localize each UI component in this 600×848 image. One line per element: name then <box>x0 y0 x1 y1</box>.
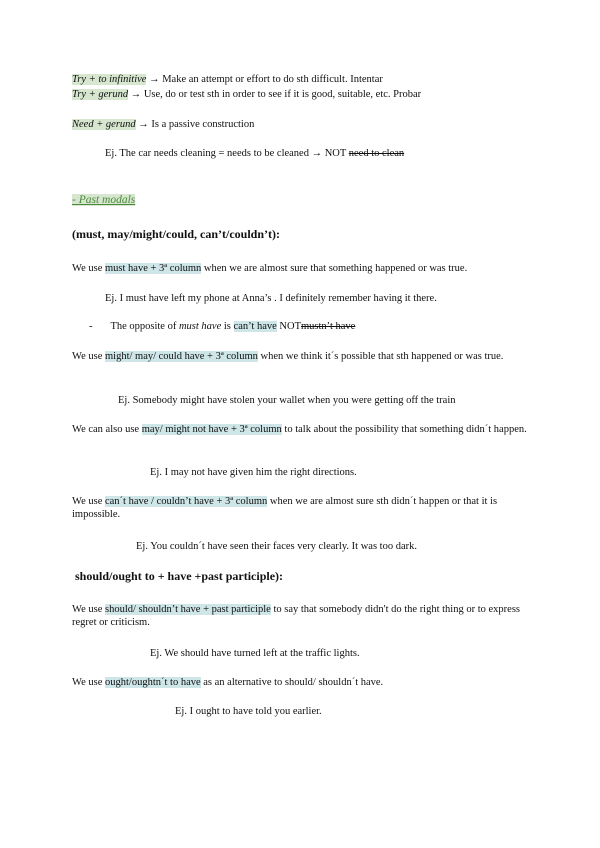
bullet-dash: - <box>89 321 93 332</box>
p2-pre: We use <box>72 351 103 362</box>
should-heading: should/ought to + have +past participle): <box>75 569 284 583</box>
p5-pre: We use <box>72 604 103 615</box>
modals-heading: (must, may/might/could, can’t/couldn’t): <box>72 227 280 241</box>
need-gerund-term: Need + gerund <box>72 119 136 130</box>
try-gerund-line <box>72 88 421 101</box>
p2-highlight: might/ may/ could have + 3ª column <box>104 351 258 362</box>
example-ought: Ej. I ought to have told you earlier. <box>175 706 322 717</box>
bullet-opposite <box>89 320 355 333</box>
bullet-italic: must have <box>178 321 222 332</box>
example-should: Ej. We should have turned left at the traffic lights. <box>150 648 360 659</box>
need-gerund-line <box>72 118 254 131</box>
bullet-not: NOT <box>279 321 301 332</box>
paragraph-may-not <box>72 423 532 436</box>
p5-highlight: should/ shouldn’t have + past participle <box>104 604 271 615</box>
p4-pre: We use <box>72 496 103 507</box>
need-example <box>105 147 404 160</box>
p6-pre: We use <box>72 677 103 688</box>
try-infinitive-term: Try + to infinitive <box>72 74 147 85</box>
bullet-strike: mustn’t have <box>301 321 356 332</box>
try-infinitive-line <box>72 73 383 86</box>
example-must: Ej. I must have left my phone at Anna’s . I definitely remember having it there. <box>105 293 437 304</box>
paragraph-should <box>72 603 532 629</box>
try-gerund-term: Try + gerund <box>72 89 129 100</box>
section-title <box>72 194 135 207</box>
try-infinitive-def: Make an attempt or effort to do sth difficult. Intentar <box>162 74 383 85</box>
p6-highlight: ought/oughtn´t to have <box>104 677 201 688</box>
example-may-not: Ej. I may not have given him the right directions. <box>150 467 357 478</box>
bullet-mid: is <box>223 321 231 332</box>
need-example-text: Ej. The car needs cleaning = needs to be cleaned → NOT <box>105 148 347 159</box>
p4-highlight: can´t have / couldn’t have + 3ª column <box>104 496 268 507</box>
need-gerund-def: Is a passive construction <box>151 119 255 130</box>
p3-pre: We can also use <box>72 424 140 435</box>
paragraph-might <box>72 350 532 363</box>
arrow: → <box>130 89 142 100</box>
example-cant: Ej. You couldn´t have seen their faces very clearly. It was too dark. <box>136 541 417 552</box>
try-gerund-def: Use, do or test sth in order to see if it is good, suitable, etc. Probar <box>143 89 422 100</box>
paragraph-cant <box>72 495 532 521</box>
arrow: → <box>149 74 160 85</box>
paragraph-ought <box>72 676 383 689</box>
p1-post: when we are almost sure that something happened or was true. <box>203 263 468 274</box>
p1-pre: We use <box>72 263 103 274</box>
arrow: → <box>138 119 149 130</box>
section-title-text: - Past modals <box>72 194 136 206</box>
p1-highlight: must have + 3ª column <box>104 263 202 274</box>
p3-post: to talk about the possibility that something didn´t happen. <box>284 424 527 435</box>
p5-post: to say that somebody didn't do the right thing or to express regret or criticism. <box>72 604 521 628</box>
p4-post: when we are almost sure sth didn´t happen or that it is impossible. <box>72 496 498 520</box>
need-example-strike: need to clean <box>348 148 405 159</box>
paragraph-must <box>72 262 467 275</box>
bullet-highlight: can’t have <box>233 321 277 332</box>
p6-post: as an alternative to should/ shouldn´t have. <box>203 677 384 688</box>
p2-post: when we think it´s possible that sth happened or was true. <box>260 351 504 362</box>
bullet-pre: The opposite of <box>110 321 177 332</box>
example-might: Ej. Somebody might have stolen your wallet when you were getting off the train <box>118 395 456 406</box>
p3-highlight: may/ might not have + 3ª column <box>141 424 282 435</box>
